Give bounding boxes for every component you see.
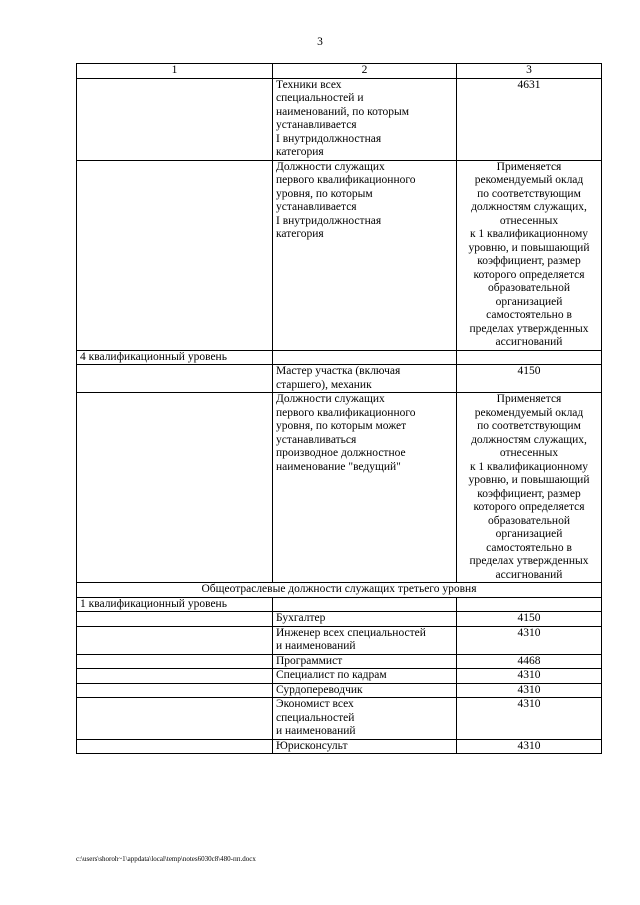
cell-col-1: [77, 365, 273, 393]
page-number: 3: [317, 36, 323, 48]
cell-position: Мастер участка (включая старшего), механик: [273, 365, 457, 393]
cell-position: Сурдопереводчик: [273, 683, 457, 698]
cell-col-1: [77, 393, 273, 583]
table-row: [77, 365, 602, 393]
salary-table: [76, 63, 602, 754]
cell-col-1: [77, 626, 273, 654]
cell-salary: 4150: [457, 365, 602, 393]
cell-position: Бухгалтер: [273, 612, 457, 627]
cell-salary: 4310: [457, 739, 602, 754]
table-row: [77, 739, 602, 754]
cell-col-1: [77, 160, 273, 350]
cell-qualification-level: 1 квалификационный уровень: [77, 597, 273, 612]
header-col-2: 2: [273, 64, 457, 79]
cell-col-1: [77, 739, 273, 754]
table-header-row: [77, 64, 602, 79]
table-row: [77, 698, 602, 740]
cell-salary: 4310: [457, 683, 602, 698]
cell-salary: Применяется рекомендуемый оклад по соответствующим должностям служащих, отнесенных к 1 квалификационному уровню, и повышающий коэффициент, размер которого определяется образовательной организацией самостоятельно в пределах утвержденных ассигнований: [457, 393, 602, 583]
section-title-row: [77, 583, 602, 598]
table-row: [77, 393, 602, 583]
table-row: [77, 350, 602, 365]
cell-position: Должности служащих первого квалификационного уровня, по которым может устанавливаться производное должностное наименование "ведущий": [273, 393, 457, 583]
table-row: [77, 160, 602, 350]
cell-salary: [457, 350, 602, 365]
header-col-1: 1: [77, 64, 273, 79]
cell-col-1: [77, 698, 273, 740]
cell-salary: 4310: [457, 626, 602, 654]
table-row: [77, 597, 602, 612]
cell-qualification-level: 4 квалификационный уровень: [77, 350, 273, 365]
cell-col-1: [77, 78, 273, 160]
cell-col-1: [77, 612, 273, 627]
cell-salary: 4310: [457, 698, 602, 740]
cell-salary: 4150: [457, 612, 602, 627]
cell-col-1: [77, 683, 273, 698]
cell-position: Должности служащих первого квалификационного уровня, по которым устанавливается I внутридолжностная категория: [273, 160, 457, 350]
cell-position: Инженер всех специальностей и наименований: [273, 626, 457, 654]
section-title: Общеотраслевые должности служащих третьего уровня: [77, 583, 602, 598]
cell-col-1: [77, 654, 273, 669]
cell-position: Юрисконсульт: [273, 739, 457, 754]
cell-salary: 4468: [457, 654, 602, 669]
cell-salary: Применяется рекомендуемый оклад по соответствующим должностям служащих, отнесенных к 1 квалификационному уровню, и повышающий коэффициент, размер которого определяется образовательной организацией самостоятельно в пределах утвержденных ассигнований: [457, 160, 602, 350]
table-row: [77, 626, 602, 654]
file-path-footer: c:\users\shoroh~1\appdata\local\temp\notes6030c8\480-пп.docx: [76, 855, 256, 863]
cell-position: [273, 350, 457, 365]
table-row: [77, 612, 602, 627]
cell-position: Специалист по кадрам: [273, 669, 457, 684]
header-col-3: 3: [457, 64, 602, 79]
cell-salary: 4310: [457, 669, 602, 684]
table-row: [77, 654, 602, 669]
table-row: [77, 683, 602, 698]
table-row: [77, 669, 602, 684]
cell-salary: [457, 597, 602, 612]
cell-position: Техники всех специальностей и наименований, по которым устанавливается I внутридолжностная категория: [273, 78, 457, 160]
cell-position: [273, 597, 457, 612]
cell-position: Программист: [273, 654, 457, 669]
cell-position: Экономист всех специальностей и наименований: [273, 698, 457, 740]
cell-col-1: [77, 669, 273, 684]
table-row: [77, 78, 602, 160]
cell-salary: 4631: [457, 78, 602, 160]
